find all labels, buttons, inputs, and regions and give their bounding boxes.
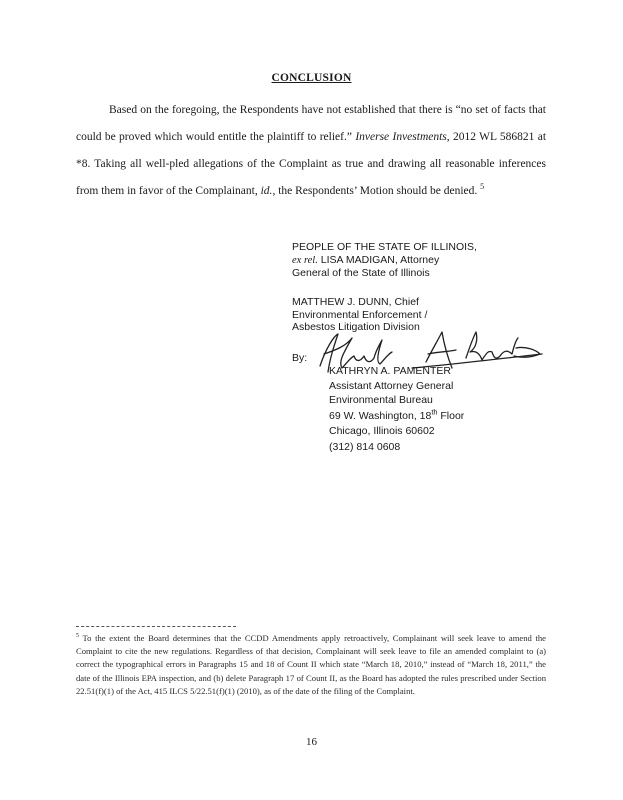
division-line-1: Environmental Enforcement / [292, 308, 428, 321]
ex-rel-line [292, 254, 572, 268]
attorney-name: LISA MADIGAN, Attorney [317, 253, 440, 266]
signer-title: Assistant Attorney General [329, 379, 454, 392]
footnote [76, 632, 546, 698]
signer-bureau: Environmental Bureau [329, 394, 433, 406]
party-name: PEOPLE OF THE STATE OF ILLINOIS, [292, 241, 477, 253]
section-heading: CONCLUSION [271, 72, 352, 84]
address-street: 69 W. Washington, 18 [329, 409, 432, 422]
chief-name: MATTHEW J. DUNN, Chief [292, 296, 419, 308]
paragraph-text-3: , the Respondents’ Motion should be denied. [272, 185, 478, 197]
phone-number: (312) 814 0608 [329, 440, 401, 453]
case-citation: Inverse Investments [355, 131, 447, 143]
conclusion-paragraph [76, 97, 546, 205]
footnote-reference: 5 [480, 182, 485, 192]
signer-block [329, 365, 609, 453]
floor-suffix: th [431, 407, 438, 416]
id-citation: id. [260, 185, 273, 197]
footnote-text: To the extent the Board determines that the CCDD Amendments apply retroactively, Complainant will seek leave to amend the Complaint to cite the new regulations. Regardless of that decision, Complainant will seek leave to file an amended complaint to (a) correct the typographical errors in Paragraphs 15 and 18 of Count II which state “March 18, 2010,” instead of “March 18, 2011,” the date of the Illinois EPA inspection, and (b) delete Paragraph 17 of Count II, as the Board has adopted the rules prescribed under Section 22.51(f)(1) of the Act, 415 ILCS 5/22.51(f)(1) (2010), as of the date of the filing of the Complaint. [76, 633, 546, 696]
party-block [292, 241, 572, 280]
ex-rel-label: ex rel. [292, 254, 318, 266]
address-line-1 [329, 407, 609, 423]
by-label: By: [292, 352, 308, 364]
address-line-2: Chicago, Illinois 60602 [329, 425, 435, 437]
footnote-mark: 5 [76, 633, 80, 640]
address-floor: Floor [437, 409, 465, 422]
attorney-office: General of the State of Illinois [292, 267, 430, 279]
signer-name: KATHRYN A. PAMENTER [329, 365, 451, 377]
page-number: 16 [306, 736, 317, 748]
footnote-divider [76, 626, 236, 627]
paragraph-text-1: Based on the foregoing, the Respondents have not established that there is “no set of facts that could be proved which would entitle the plaintiff to relief.” [76, 104, 546, 143]
paragraph-text-2: , 2012 WL 586821 at *8. Taking all well-pled allegations of the Complaint as true and drawing all reasonable inferences from them in favor of the Complainant, [76, 131, 547, 197]
division-line-2: Asbestos Litigation Division [292, 321, 420, 333]
